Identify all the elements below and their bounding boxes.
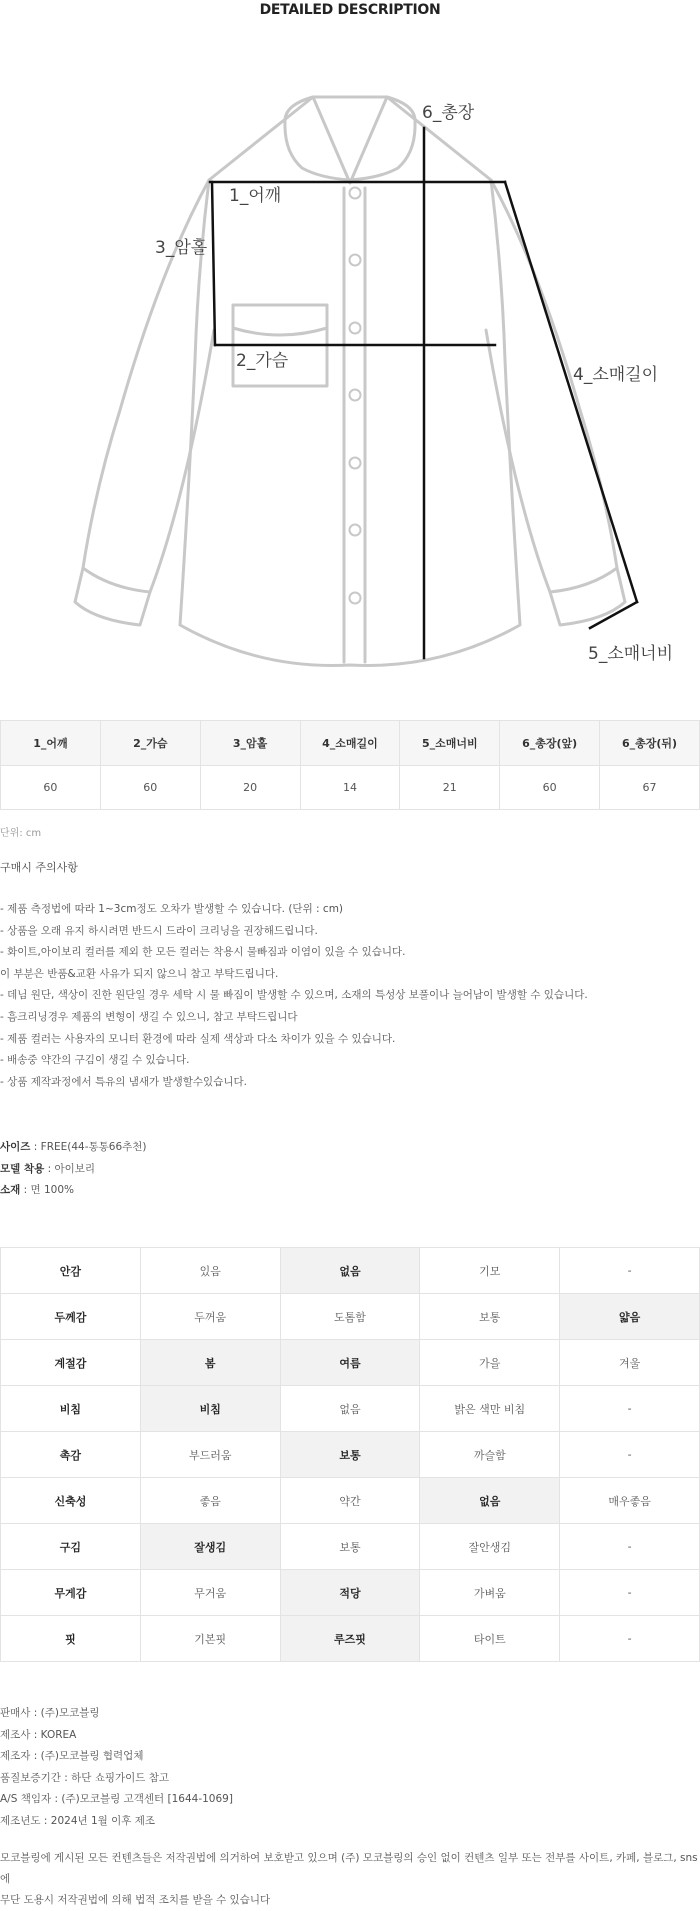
size-value-cell: 60	[100, 766, 200, 810]
shirt-buttons	[350, 188, 361, 604]
notice-item: - 상품 제작과정에서 특유의 냄새가 발생할수있습니다.	[0, 1075, 247, 1088]
feature-option: 잘안생김	[420, 1524, 560, 1570]
notice-item: 이 부분은 반품&교환 사유가 되지 않으니 참고 부탁드립니다.	[0, 967, 279, 980]
measurement-lines	[210, 128, 637, 658]
notice-title: 구매시 주의사항	[0, 861, 78, 874]
feature-row	[1, 1570, 700, 1616]
fabric-feature-table	[0, 1247, 700, 1662]
feature-name: 신축성	[1, 1478, 141, 1524]
size-value-cell: 60	[1, 766, 101, 810]
feature-name: 촉감	[1, 1432, 141, 1478]
armhole-label: 3_암홀	[155, 238, 208, 258]
product-specs	[0, 1137, 147, 1202]
notice-item: - 화이트,아이보리 컬러를 제외 한 모든 컬러는 착용시 물빠짐과 이염이 있을 수 있습니다.	[0, 946, 406, 959]
feature-option: 기본핏	[140, 1616, 280, 1662]
sleeve-length-label: 4_소매길이	[573, 365, 659, 385]
copyright-line: 무단 도용시 저작권법에 의해 법적 조치를 받을 수 있습니다	[0, 1894, 271, 1906]
spec-size	[0, 1137, 147, 1159]
size-value-cell: 20	[200, 766, 300, 810]
feature-option: 도톰함	[280, 1294, 420, 1340]
feature-option-selected: 비침	[140, 1386, 280, 1432]
sleeve-width-label: 5_소매너비	[588, 644, 674, 664]
copyright-line: 모코블링에 게시된 모든 컨텐츠들은 저작권법에 의거하여 보호받고 있으며 (주) 모코블링의 승인 없이 컨텐츠 일부 또는 전부를 사이트, 카페, 블로그, sns에	[0, 1852, 698, 1885]
notice-item: - 제품 측정법에 따라 1~3cm정도 오차가 발생할 수 있습니다. (단위 : cm)	[0, 903, 344, 915]
feature-option: -	[560, 1248, 700, 1294]
feature-option: 타이트	[420, 1616, 560, 1662]
feature-row	[1, 1248, 700, 1294]
feature-row	[1, 1294, 700, 1340]
feature-name: 비침	[1, 1386, 141, 1432]
size-header-cell: 1_어깨	[1, 721, 101, 766]
feature-option: 가을	[420, 1340, 560, 1386]
shirt-measurement-diagram	[0, 80, 700, 680]
notice-item: - 제품 컬러는 사용자의 모니터 환경에 따라 실제 색상과 다소 차이가 있을 수 있습니다.	[0, 1032, 396, 1045]
feature-option: 좋음	[140, 1478, 280, 1524]
feature-option-selected: 여름	[280, 1340, 420, 1386]
spec-size-label: 사이즈	[0, 1141, 31, 1153]
info-line: 품질보증기간 : 하단 쇼핑가이드 참고	[0, 1771, 170, 1784]
spec-size-value: : FREE(44-통통66추천)	[30, 1141, 147, 1153]
sleeve-width-line	[590, 602, 637, 628]
feature-option-selected: 보통	[280, 1432, 420, 1478]
feature-option: 까슬함	[420, 1432, 560, 1478]
feature-option: 겨울	[560, 1340, 700, 1386]
size-value-cell: 21	[400, 766, 500, 810]
size-header-cell: 3_암홀	[200, 721, 300, 766]
feature-option: 약간	[280, 1478, 420, 1524]
size-table-value-row	[1, 766, 700, 810]
unit-note: 단위: cm	[0, 828, 42, 839]
feature-row	[1, 1432, 700, 1478]
feature-option: -	[560, 1386, 700, 1432]
info-line: A/S 책임자 : (주)모코블링 고객센터 [1644-1069]	[0, 1793, 233, 1806]
feature-option: -	[560, 1570, 700, 1616]
sleeve-length-line	[505, 182, 637, 602]
feature-option-selected: 루즈핏	[280, 1616, 420, 1662]
size-header-cell: 2_가슴	[100, 721, 200, 766]
feature-row	[1, 1616, 700, 1662]
feature-option: 무거움	[140, 1570, 280, 1616]
size-table	[0, 720, 700, 810]
feature-name: 계절감	[1, 1340, 141, 1386]
info-line: 제조년도 : 2024년 1월 이후 제조	[0, 1814, 156, 1827]
feature-option: 보통	[420, 1294, 560, 1340]
size-table-header-row	[1, 721, 700, 766]
feature-option: 가벼움	[420, 1570, 560, 1616]
info-line: 제조사 : KOREA	[0, 1728, 77, 1741]
feature-option: 있음	[140, 1248, 280, 1294]
size-header-cell: 6_총장(뒤)	[600, 721, 700, 766]
seller-info	[0, 1703, 233, 1833]
feature-option: 두꺼움	[140, 1294, 280, 1340]
armhole-line	[212, 182, 215, 345]
feature-name: 구김	[1, 1524, 141, 1570]
spec-model-value: : 아이보리	[44, 1162, 96, 1175]
chest-label: 2_가슴	[236, 351, 289, 371]
feature-option-selected: 잘생김	[140, 1524, 280, 1570]
notice-list	[0, 899, 588, 1093]
shoulder-label: 1_어깨	[229, 186, 282, 206]
size-header-cell: 4_소매길이	[300, 721, 400, 766]
spec-material-value: : 면 100%	[20, 1184, 75, 1196]
size-header-cell: 6_총장(앞)	[500, 721, 600, 766]
feature-name: 무게감	[1, 1570, 141, 1616]
copyright-notice	[0, 1848, 700, 1911]
feature-name: 핏	[1, 1616, 141, 1662]
feature-row	[1, 1524, 700, 1570]
feature-row	[1, 1478, 700, 1524]
size-value-cell: 67	[600, 766, 700, 810]
feature-option-selected: 봄	[140, 1340, 280, 1386]
feature-option: -	[560, 1524, 700, 1570]
feature-option: -	[560, 1432, 700, 1478]
notice-item: - 데님 원단, 색상이 진한 원단일 경우 세탁 시 물 빠짐이 발생할 수 있으며, 소재의 특성상 보풀이나 늘어남이 발생할 수 있습니다.	[0, 989, 588, 1002]
feature-option-selected: 없음	[280, 1248, 420, 1294]
spec-material-label: 소재	[0, 1184, 21, 1196]
spec-model-label: 모델 착용	[0, 1162, 45, 1175]
feature-option: 없음	[280, 1386, 420, 1432]
size-value-cell: 14	[300, 766, 400, 810]
page-title: DETAILED DESCRIPTION	[259, 2, 441, 18]
feature-name: 두께감	[1, 1294, 141, 1340]
feature-option: 기모	[420, 1248, 560, 1294]
spec-material	[0, 1180, 147, 1202]
info-line: 판매사 : (주)모코블링	[0, 1707, 100, 1719]
feature-option-selected: 적당	[280, 1570, 420, 1616]
feature-row	[1, 1386, 700, 1432]
info-line: 제조자 : (주)모코블링 협력업체	[0, 1750, 144, 1763]
spec-model	[0, 1159, 147, 1181]
feature-option-selected: 얇음	[560, 1294, 700, 1340]
feature-option: -	[560, 1616, 700, 1662]
feature-name: 안감	[1, 1248, 141, 1294]
feature-option: 매우좋음	[560, 1478, 700, 1524]
feature-option: 부드러움	[140, 1432, 280, 1478]
feature-option: 밝은 색만 비침	[420, 1386, 560, 1432]
size-value-cell: 60	[500, 766, 600, 810]
size-header-cell: 5_소매너비	[400, 721, 500, 766]
feature-option-selected: 없음	[420, 1478, 560, 1524]
notice-item: - 상품을 오래 유지 하시려면 반드시 드라이 크리닝을 권장해드립니다.	[0, 924, 318, 937]
total-length-label: 6_총장	[422, 103, 475, 123]
feature-option: 보통	[280, 1524, 420, 1570]
notice-item: - 흠크리닝경우 제품의 변형이 생길 수 있으니, 참고 부탁드립니다	[0, 1010, 298, 1023]
notice-item: - 배송중 약간의 구김이 생길 수 있습니다.	[0, 1054, 190, 1067]
feature-row	[1, 1340, 700, 1386]
